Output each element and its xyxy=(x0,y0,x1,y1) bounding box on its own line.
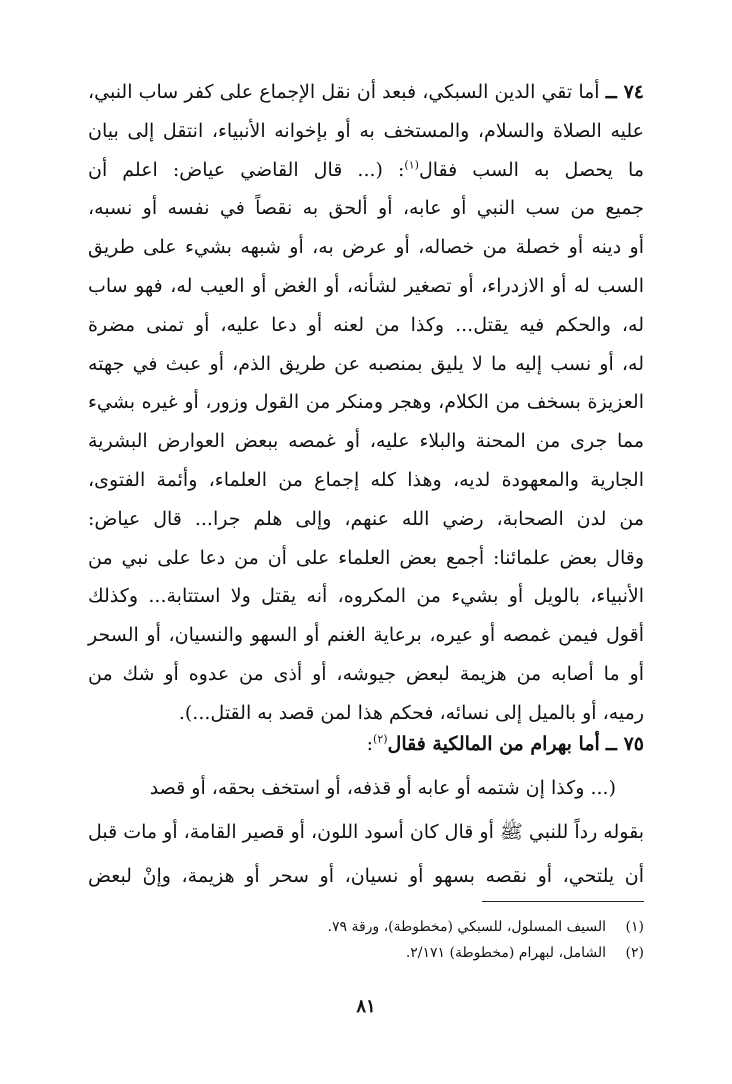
paragraph-74-line-10: مما جرى من المحنة والبلاء عليه، أو غمصه ببعض العوارض البشرية xyxy=(88,430,644,453)
section-75-line-2: بقوله رداً للنبي ﷺ أو قال كان أسود اللون، أو قصير القامة، أو مات قبل xyxy=(88,821,644,843)
paragraph-74-line-1 xyxy=(88,70,644,114)
footnote-ref-1: (١) xyxy=(404,158,419,172)
paragraph-74-line-8: له، أو نسب إليه ما لا يليق بمنصبه عن طريق الذم، أو عبث في جهته xyxy=(88,352,644,375)
section-number-74: ٧٤ ــ xyxy=(605,81,644,103)
page-number: ٨١ xyxy=(356,996,376,1017)
footnote-number: (١) xyxy=(625,919,644,935)
footnote-text: السيف المسلول، للسبكي (مخطوطة)، ورقة ٧٩. xyxy=(327,919,606,935)
paragraph-74-line-4: جميع من سب النبي أو عابه، أو ألحق به نقصاً في نفسه أو نسبه، xyxy=(88,197,644,220)
paragraph-74-line-9: العزيزة بسخف من الكلام، وهجر ومنكر من القول وزور، أو غيره بشيء xyxy=(88,391,644,414)
footnote-ref-2: (٢) xyxy=(373,732,388,746)
line-text: ما يحصل به السب فقال xyxy=(418,158,644,181)
section-number-75: ٧٥ ــ xyxy=(605,733,644,755)
paragraph-74-line-3: ما يحصل به السب فقال$^{(١)}$: (... قال القاضي عياض: اعلم أن xyxy=(88,158,644,181)
paragraph-74-line-14: الأنبياء، بالويل أو بشيء من المكروه، أنه يقتل ولا استتابة... وكذلك xyxy=(88,585,644,608)
line-text: أما تقي الدين السبكي، فبعد أن نقل الإجماع على كفر ساب النبي، xyxy=(88,81,600,103)
paragraph-74-line-2: عليه الصلاة والسلام، والمستخف به أو بإخوانه الأنبياء، انتقل إلى بيان xyxy=(88,119,644,142)
paragraph-74-line-11: الجارية والمعهودة لديه، وهذا كله إجماع من العلماء، وأئمة الفتوى، xyxy=(88,469,644,491)
paragraph-74-line-17: رميه، أو بالميل إلى نسائه، فحكم هذا لمن قصد به القتل...). xyxy=(178,701,644,724)
section-75-line-1: (... وكذا إن شتمه أو عابه أو قذفه، أو استخف بحقه، أو قصد xyxy=(149,777,616,799)
paragraph-74-line-16: أو ما أصابه من هزيمة لبعض جيوشه، أو أذى من عدوه أو شك من xyxy=(88,663,644,685)
footnote-1 xyxy=(88,914,644,940)
paragraph-74-line-15: أقول فيمن غمصه أو عيره، برعاية الغنم أو السهو والنسيان، أو السحر xyxy=(88,624,644,647)
paragraph-74-line-6: السب له أو الازدراء، أو تصغير لشأنه، أو الغض أو العيب له، فهو ساب xyxy=(88,275,644,297)
paragraph-74-line-12: من لدن الصحابة، رضي الله عنهم، وإلى هلم جرا... قال عياض: xyxy=(88,507,644,530)
footnote-text: الشامل، لبهرام (مخطوطة) ٢/١٧١. xyxy=(405,945,606,961)
footnote-separator xyxy=(482,901,644,902)
section-75-title: أما بهرام من المالكية فقال xyxy=(387,733,600,755)
footnote-number: (٢) xyxy=(625,945,644,961)
section-75-heading xyxy=(88,722,644,766)
paragraph-74-line-7: له، والحكم فيه يقتل... وكذا من لعنه أو دعا عليه، أو تمنى مضرة xyxy=(88,313,644,336)
line-text: (... قال القاضي عياض: اعلم أن xyxy=(88,158,383,181)
heading-colon: : xyxy=(366,733,374,755)
paragraph-74-line-13: وقال بعض علمائنا: أجمع بعض العلماء على أن من دعا على نبي من xyxy=(88,546,644,569)
footnote-2 xyxy=(88,940,644,966)
paragraph-74-line-5: أو دينه أو خصلة من خصاله، أو عرض به، أو شبهه بشيء على طريق xyxy=(88,236,644,259)
section-75-line-3: أن يلتحي، أو نقصه بسهو أو نسيان، أو سحر أو هزيمة، وإنْ لبعض xyxy=(88,865,644,887)
